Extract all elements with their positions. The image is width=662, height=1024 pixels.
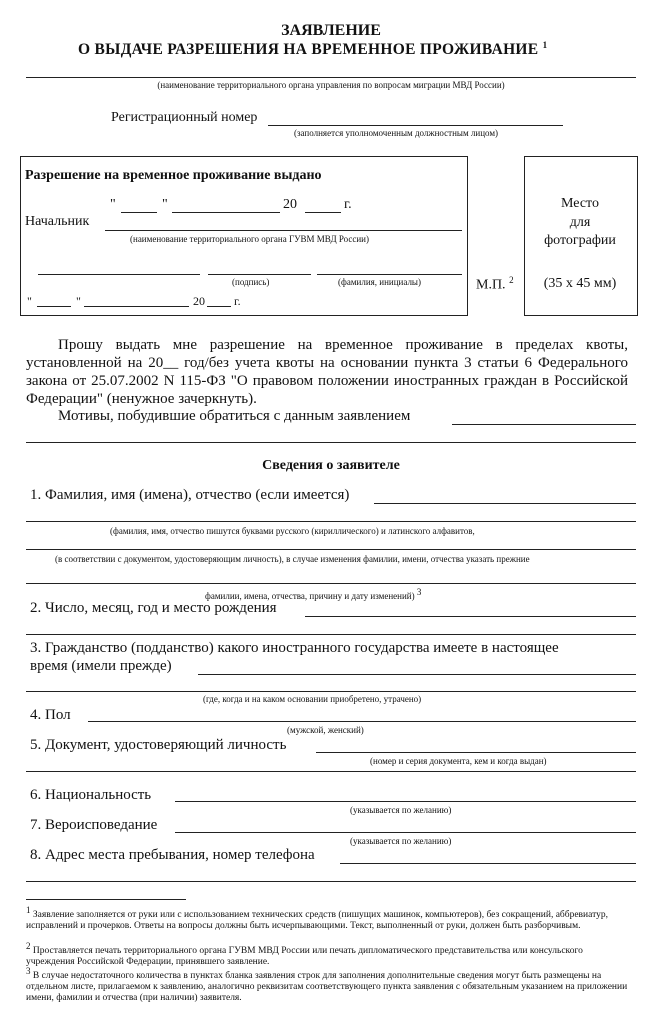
motives-field-2[interactable] (26, 442, 636, 443)
stamp-label (476, 275, 514, 294)
q3-field-2[interactable] (26, 691, 636, 692)
sign-year-suffix: г. (234, 294, 241, 308)
q8-field[interactable] (340, 863, 636, 864)
permit-box-title: Разрешение на временное проживание выдано (25, 168, 322, 183)
registration-number-field[interactable] (268, 125, 563, 126)
q2-field[interactable] (305, 616, 636, 617)
chief-label: Начальник (25, 214, 90, 229)
q4-field[interactable] (88, 721, 636, 722)
q7-label: 7. Вероисповедание (30, 817, 158, 833)
q3-field[interactable] (198, 674, 636, 675)
signature-caption: (подпись) (232, 277, 270, 287)
q4-caption: (мужской, женский) (287, 725, 364, 735)
form-title-text: О ВЫДАЧЕ РАЗРЕШЕНИЯ НА ВРЕМЕННОЕ ПРОЖИВАНИЕ (78, 41, 539, 59)
permit-year-suffix: г. (344, 197, 352, 212)
chief-name-field[interactable] (317, 274, 462, 275)
q1-field-3[interactable] (26, 549, 636, 550)
footnote-2-mark: 2 (26, 941, 31, 951)
q1-field[interactable] (374, 503, 636, 504)
footnote-2 (26, 941, 630, 968)
footnote-ref-3: 3 (416, 587, 422, 597)
request-paragraph: Прошу выдать мне разрешение на временное проживание в пределах квоты, установленной на 20__ год/без учета квоты на основании пункта 3 статьи 6 Федерального закона от 25.07.2002 N 115-ФЗ "О правовом положении иностранных граждан в Российской Федерации" (ненужное зачеркнуть). (26, 337, 628, 407)
applicant-section-title: Сведения о заявителе (262, 458, 400, 473)
footnote-3 (26, 966, 630, 1004)
photo-line1: Место (561, 196, 599, 211)
sign-month-field[interactable] (84, 306, 189, 307)
q1-field-4[interactable] (26, 583, 636, 584)
registration-label: Регистрационный номер (111, 110, 258, 125)
authority-line[interactable] (26, 77, 636, 78)
q3-label-line1: 3. Гражданство (подданство) какого иностранного государства имеете в настоящее (30, 640, 559, 656)
q3-caption: (где, когда и на каком основании приобретено, утрачено) (203, 694, 422, 704)
permit-year-field[interactable] (305, 212, 341, 213)
footnote-2-text: Проставляется печать территориального органа ГУВМ МВД России или печать дипломатического представительства или консульского учреждения Российской Федерации, принявшего заявление. (26, 946, 583, 968)
q1-field-2[interactable] (26, 521, 636, 522)
footnote-1-text: Заявление заполняется от руки или с использованием технических средств (пишущих машинок, компьютеров), без сокращений, аббревиатур, исправлений и прочерков. Ответы на вопросы должны быть исчерпывающими. Текст, выполненный от руки, должен быть разборчивым. (26, 910, 608, 932)
gubm-name-field[interactable] (105, 230, 462, 231)
footnote-1-mark: 1 (26, 905, 31, 915)
q8-label: 8. Адрес места пребывания, номер телефона (30, 847, 315, 863)
q3-label-line2: время (имели прежде) (30, 658, 172, 674)
signature-field[interactable] (208, 274, 311, 275)
form-title-line2 (78, 40, 547, 59)
q2-field-2[interactable] (26, 634, 636, 635)
registration-caption: (заполняется уполномоченным должностным лицом) (294, 128, 499, 138)
q4-label: 4. Пол (30, 707, 71, 723)
motives-label: Мотивы, побудившие обратиться с данным заявлением (58, 408, 411, 424)
permit-quote-open: " (110, 197, 116, 212)
q1-caption3 (205, 587, 421, 601)
authority-caption: (наименование территориального органа управления по вопросам миграции МВД России) (157, 80, 505, 90)
q7-caption: (указывается по желанию) (350, 836, 452, 846)
q8-field-2[interactable] (26, 881, 636, 882)
sign-day-field[interactable] (37, 306, 71, 307)
q7-field[interactable] (175, 832, 636, 833)
photo-line2: для (569, 215, 591, 230)
q1-caption1: (фамилия, имя, отчество пишутся буквами русского (кириллического) и латинского алфавитов, (110, 526, 475, 536)
footnote-3-text: В случае недостаточного количества в пунктах бланка заявления строк для заполнения дополнительные сведения могут быть размещены на отдельном листе, прилагаемом к заявлению, аналогично реквизитам соответствующего пункта заявления с обязательным указанием на приложении имени, фамилии и отчества (при наличии) заявителя. (26, 971, 628, 1004)
q1-caption2: (в соответствии с документом, удостоверяющим личность), в случае изменения фамилии, имени, отчества указать прежние (55, 554, 530, 564)
footnote-ref-2: 2 (509, 275, 514, 285)
name-caption: (фамилия, инициалы) (338, 277, 421, 287)
photo-line3: фотографии (544, 233, 616, 248)
motives-field[interactable] (452, 424, 636, 425)
sign-year-field[interactable] (207, 306, 231, 307)
permit-day-field[interactable] (121, 212, 157, 213)
q6-field[interactable] (175, 801, 636, 802)
footnote-3-mark: 3 (26, 966, 31, 976)
stamp-label-text: М.П. (476, 277, 506, 293)
sign-quote-close: " (76, 294, 81, 308)
permit-quote-close: " (162, 197, 168, 212)
chief-position-field[interactable] (38, 274, 200, 275)
gubm-caption: (наименование территориального органа ГУВМ МВД России) (130, 234, 369, 244)
form-title-line1: ЗАЯВЛЕНИЕ (281, 22, 381, 39)
sign-year-prefix: 20 (193, 294, 205, 308)
footnote-1 (26, 905, 630, 932)
q1-caption3-text: фамилии, имена, отчества, причину и дату изменений) (205, 591, 415, 601)
q5-field-2[interactable] (26, 771, 636, 772)
q6-label: 6. Национальность (30, 787, 152, 803)
permit-year-prefix: 20 (283, 197, 297, 212)
q5-field[interactable] (316, 752, 636, 753)
permit-month-field[interactable] (172, 212, 280, 213)
sign-quote-open: " (27, 294, 32, 308)
q2-label: 2. Число, месяц, год и место рождения (30, 600, 277, 616)
footnote-ref-1: 1 (542, 40, 548, 50)
q6-caption: (указывается по желанию) (350, 805, 452, 815)
q5-label: 5. Документ, удостоверяющий личность (30, 737, 287, 753)
footnote-separator (26, 899, 186, 900)
q5-caption: (номер и серия документа, кем и когда выдан) (370, 756, 547, 766)
photo-size: (35 х 45 мм) (543, 276, 617, 291)
q1-label: 1. Фамилия, имя (имена), отчество (если имеется) (30, 487, 350, 503)
